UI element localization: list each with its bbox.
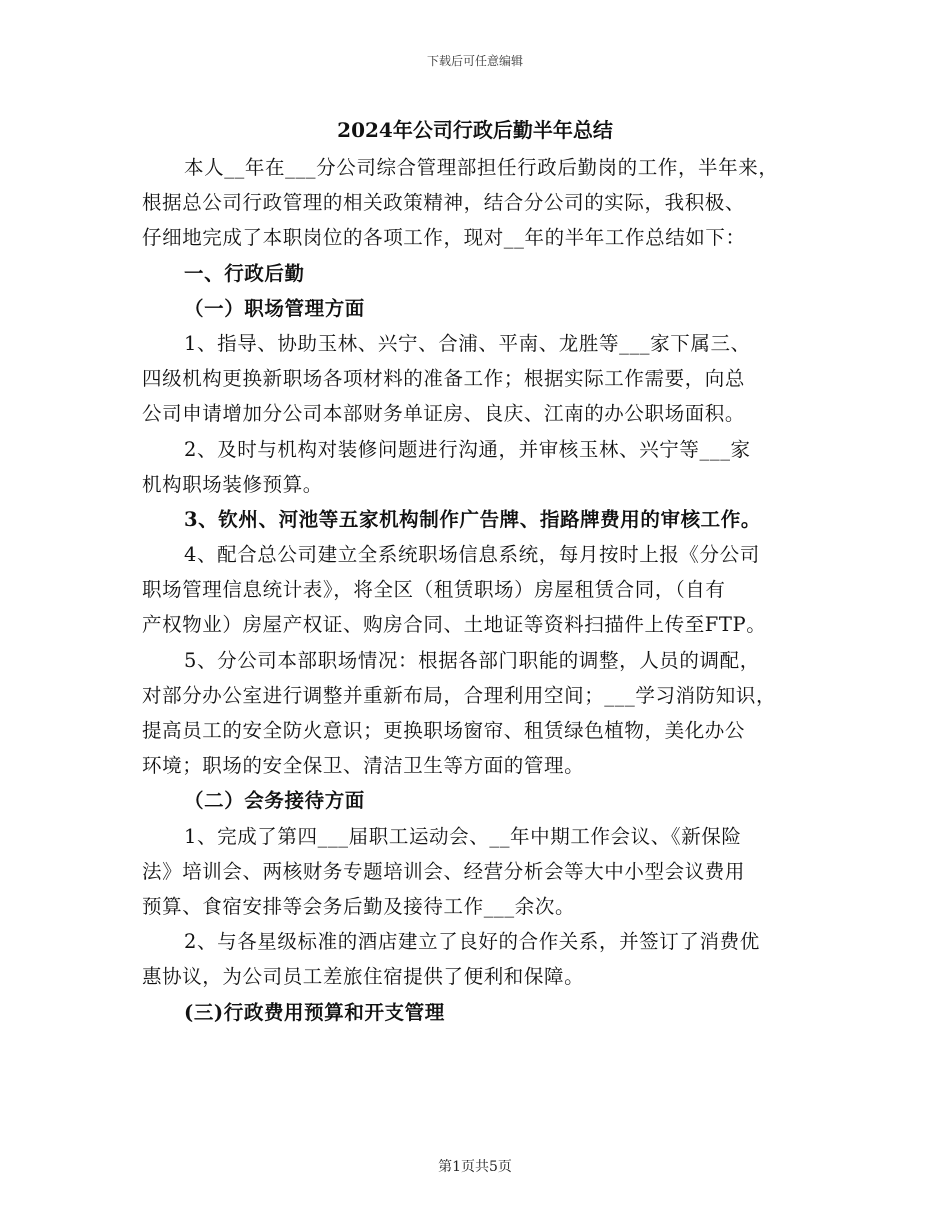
text-line: 提高员工的安全防火意识；更换职场窗帘、租赁绿色植物，美化办公 xyxy=(142,719,746,742)
text-line: 5、分公司本部职场情况：根据各部门职能的调整，人员的调配， xyxy=(184,648,760,672)
text-line: 预算、食宿安排等会务后勤及接待工作___余次。 xyxy=(142,894,576,918)
text-line: 3、钦州、河池等五家机构制作广告牌、指路牌费用的审核工作。 xyxy=(184,507,761,531)
text-line: （二）会务接待方面 xyxy=(184,789,365,813)
text-line: 法》培训会、两核财务专题培训会、经营分析会等大中小型会议费用 xyxy=(142,859,746,883)
page-footer-note: 第1页共5页 xyxy=(438,1159,512,1175)
text-line: 仔细地完成了本职岗位的各项工作，现对__年的半年工作总结如下： xyxy=(142,226,746,250)
text-line: 2、及时与机构对装修问题进行沟通，并审核玉林、兴宁等___家 xyxy=(184,437,751,461)
document-body xyxy=(142,150,822,1030)
text-line: 环境；职场的安全保卫、清洁卫生等方面的管理。 xyxy=(142,754,585,778)
text-line: 公司申请增加分公司本部财务单证房、良庆、江南的办公职场面积。 xyxy=(142,402,746,426)
text-line: 职场管理信息统计表》，将全区（租赁职场）房屋租赁合同，（自有 xyxy=(142,578,726,602)
page-header-note: 下载后可任意编辑 xyxy=(426,54,523,68)
text-line: 1、完成了第四___届职工运动会、__年中期工作会议、《新保险 xyxy=(184,824,742,848)
text-line: 4、配合总公司建立全系统职场信息系统，每月按时上报《分公司 xyxy=(184,543,760,567)
text-line: 根据总公司行政管理的相关政策精神，结合分公司的实际，我积极、 xyxy=(142,191,746,215)
text-line: 本人__年在___分公司综合管理部担任行政后勤岗的工作，半年来， xyxy=(184,156,779,179)
text-line: （一）职场管理方面 xyxy=(184,296,365,320)
text-line: 四级机构更换新职场各项材料的准备工作；根据实际工作需要，向总 xyxy=(142,367,746,391)
text-line: (三)行政费用预算和开支管理 xyxy=(184,1000,445,1024)
text-line: 机构职场装修预算。 xyxy=(142,472,323,496)
text-line: 1、指导、协助玉林、兴宁、合浦、平南、龙胜等___家下属三、 xyxy=(184,331,751,355)
text-line: 2、与各星级标准的酒店建立了良好的合作关系，并签订了消费优 xyxy=(184,930,760,954)
text-line: 惠协议，为公司员工差旅住宿提供了便利和保障。 xyxy=(142,965,585,989)
text-line: 产权物业）房屋产权证、购房合同、土地证等资料扫描件上传至FTP。 xyxy=(142,613,767,637)
document-title: 2024年公司行政后勤半年总结 xyxy=(337,118,613,142)
text-line: 一、行政后勤 xyxy=(184,261,305,285)
text-line: 对部分办公室进行调整并重新布局，合理利用空间；___学习消防知识， xyxy=(142,683,777,707)
